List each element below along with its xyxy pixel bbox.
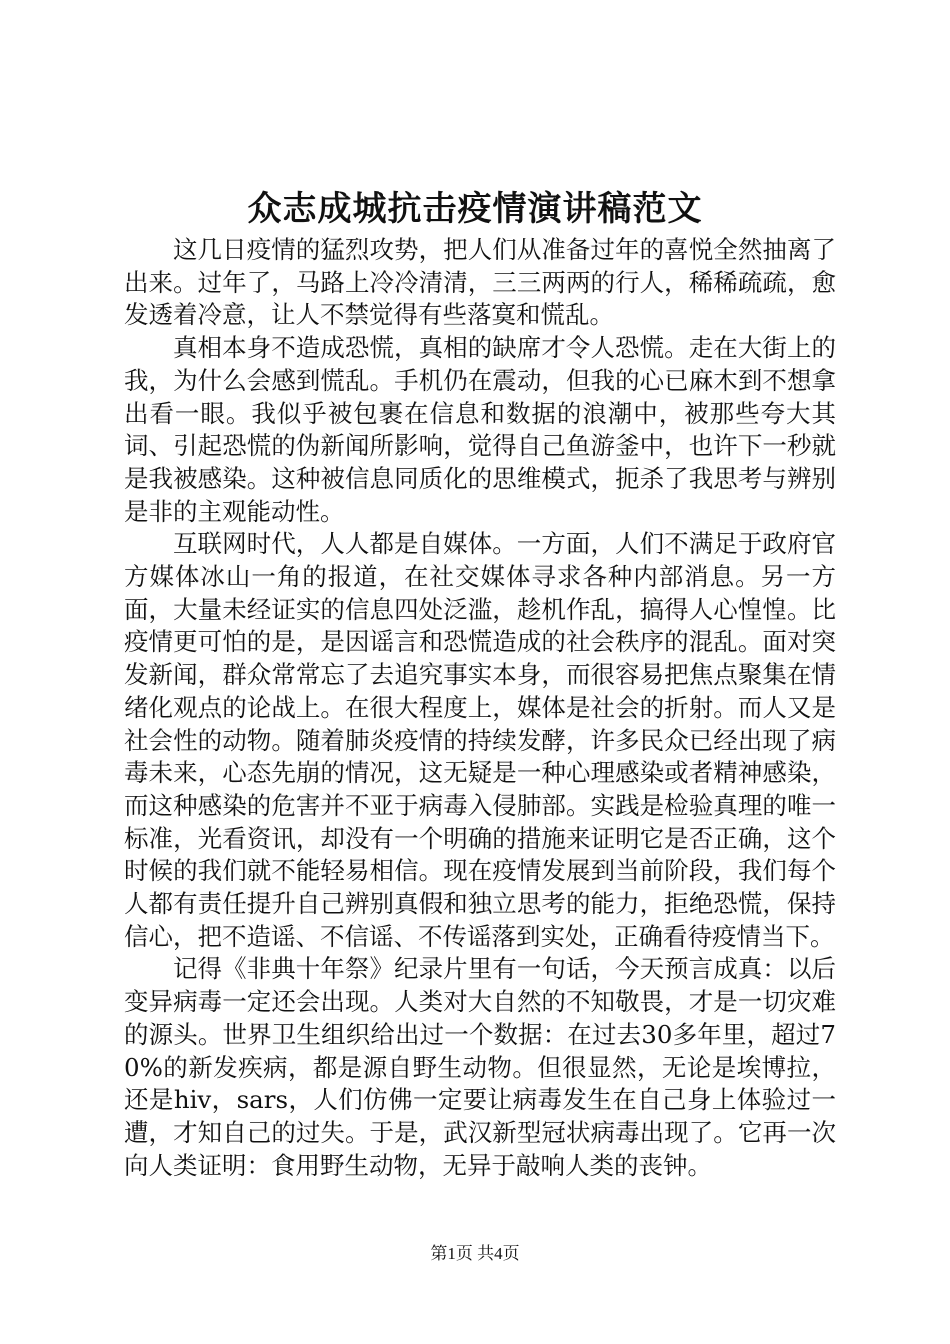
paragraph-2: 真相本身不造成恐慌，真相的缺席才令人恐慌。走在大街上的我，为什么会感到慌乱。手机仍在震动，但我的心已麻木到不想拿出看一眼。我似乎被包裹在信息和数据的浪潮中，被那些夸大其词、引起恐慌的伪新闻所影响，觉得自己鱼游釜中，也许下一秒就是我被感染。这种被信息同质化的思维模式，扼杀了我思考与辨别是非的主观能动性。	[124, 333, 836, 526]
document-title: 众志成城抗击疫情演讲稿范文	[247, 189, 703, 229]
page-footer: 第1页 共4页	[430, 1244, 520, 1263]
paragraph-4: 记得《非典十年祭》纪录片里有一句话，今天预言成真：以后变异病毒一定还会出现。人类对大自然的不知敬畏，才是一切灾难的源头。世界卫生组织给出过一个数据：在过去30多年里，超过70%的新发疾病，都是源自野生动物。但很显然，无论是埃博拉，还是hiv，sars，人们仿佛一定要让病毒发生在自己身上体验过一遭，才知自己的过失。于是，武汉新型冠状病毒出现了。它再一次向人类证明：食用野生动物，无异于敲响人类的丧钟。	[124, 954, 836, 1180]
paragraph-3: 互联网时代，人人都是自媒体。一方面，人们不满足于政府官方媒体冰山一角的报道，在社交媒体寻求各种内部消息。另一方面，大量未经证实的信息四处泛滥，趁机作乱，搞得人心惶惶。比疫情更可怕的是，是因谣言和恐慌造成的社会秩序的混乱。面对突发新闻，群众常常忘了去追究事实本身，而很容易把焦点聚集在情绪化观点的论战上。在很大程度上，媒体是社会的折射。而人又是社会性的动物。随着肺炎疫情的持续发酵，许多民众已经出现了病毒未来，心态先崩的情况，这无疑是一种心理感染或者精神感染，而这种感染的危害并不亚于病毒入侵肺部。实践是检验真理的唯一标准，光看资讯，却没有一个明确的措施来证明它是否正确，这个时候的我们就不能轻易相信。现在疫情发展到当前阶段，我们每个人都有责任提升自己辨别真假和独立思考的能力，拒绝恐慌，保持信心，把不造谣、不信谣、不传谣落到实处，正确看待疫情当下。	[124, 529, 836, 951]
paragraph-1: 这几日疫情的猛烈攻势，把人们从准备过年的喜悦全然抽离了出来。过年了，马路上冷冷清清，三三两两的行人，稀稀疏疏，愈发透着冷意，让人不禁觉得有些落寞和慌乱。	[124, 235, 836, 330]
document-body	[124, 234, 836, 1182]
